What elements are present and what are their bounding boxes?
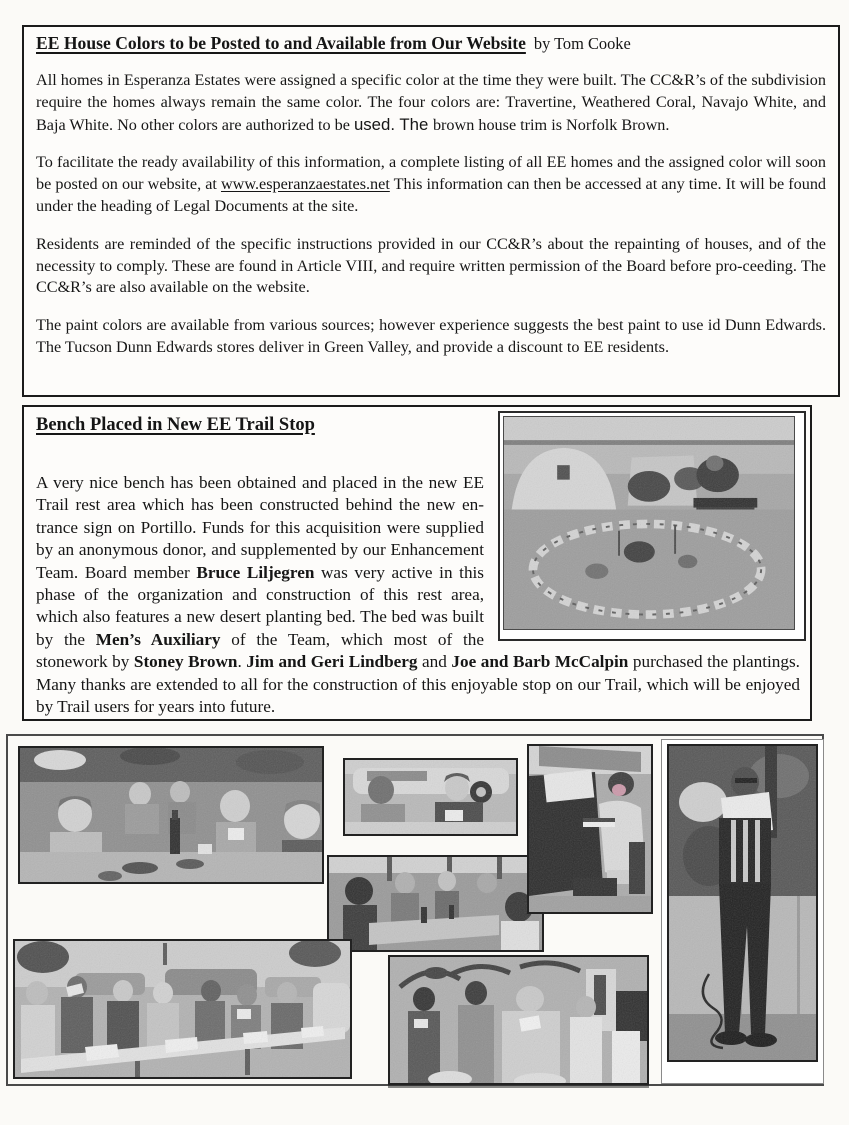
name-mens-auxiliary: Men’s Auxiliary [95,629,221,649]
dining-tables-image [329,857,542,950]
article1-title: EE House Colors to be Posted to and Available from Our Website [36,33,526,53]
display-table-image [15,941,350,1077]
name-bruce-liljegren: Bruce Liljegren [196,562,315,582]
standing-group-image [390,957,647,1083]
picnic-table-group-image [20,748,322,882]
article1-paragraph-4: The paint colors are available from various sources; however experience suggests the best paint to use id Dunn Edwards. The Tucson Dunn Edwards stores deliver in Green Valley, and provide a discount to EE residents. [36,316,826,356]
article1-byline: by Tom Cooke [533,34,631,53]
article1-paragraph-3: Residents are reminded of the specific instructions provided in our CC&R’s about the repainting of houses, and of the necessity to comply. These are found in Article VIII, and require written permission of the Board before pro-ceeding. The CC&R’s are also available on the website. [36,234,826,297]
article-bench-trail-stop [22,405,812,721]
piano-player-image [529,746,651,912]
name-lindbergs: Jim and Geri Lindberg [246,652,418,672]
photo-couple-with-car [343,758,518,836]
photo-piano-player [527,744,653,914]
photo-display-table [13,939,352,1079]
photo-speaker [667,744,818,1062]
article1-paragraph-1: All homes in Esperanza Estates were assigned a specific color at the time they were built. The CC&R’s of the subdivision require the homes always remain the same color. The four colors are: Travertine, Weathered Coral, Navajo White, and Baja White. No other colors are authorized to be used. The brown house trim is Norfolk Brown. [36,71,826,134]
speaker-reading-image [669,746,816,1060]
photo-collage-panel [6,734,824,1086]
article1-paragraph-2: To facilitate the ready availability of this information, a complete listing of all EE homes and the assigned color will soon be posted on our website, at www.esperanzaestates.net This information can then be accessed at any time. It will be found under the heading of Legal Documents at the site. [36,153,827,215]
photo-dining-tables [327,855,544,952]
photo-picnic-table-group [18,746,324,884]
name-stoney-brown: Stoney Brown [133,652,238,672]
article-house-colors [22,25,840,397]
name-mccalpins: Joe and Barb McCalpin [451,652,629,672]
article2-title: Bench Placed in New EE Trail Stop [36,415,315,435]
couple-with-car-image [345,760,516,834]
typeface-change-fragment: used. The [353,114,433,134]
article2-body: A very nice bench has been obtained and placed in the new EE Trail rest area which has been constructed behind the new en-trance sign on Portillo. Funds for this acquisition were supplied by an anonymous donor, and supplemented by our Enhancement Team. Board member Bruce Liljegren was very active in this phase of the organization and construction of this rest area, which also features a new desert planting bed. The bed was built by the Men’s Auxiliary of the Team, which most of the stonework by Stoney Brown. Jim and Geri Lindberg and Joe and Barb McCalpin purchased the plantings. Many thanks are extended to all for the construction of this enjoyable stop on our Trail, which will be enjoyed by Trail users for years into future. [36,473,800,717]
website-url-text: www.esperanzaestates.net [220,175,390,194]
photo-standing-group [388,955,649,1085]
photo-speaker-matte [661,739,824,1084]
article1-heading [36,33,826,54]
bench-photo-frame [498,411,806,641]
trail-rest-area-photo [503,416,795,630]
